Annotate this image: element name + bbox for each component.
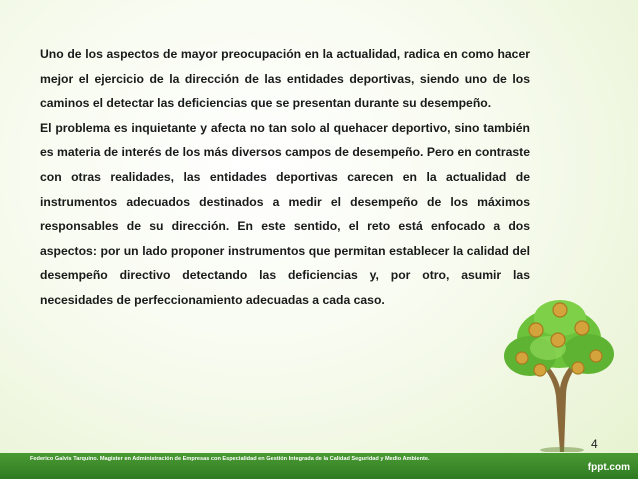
slide-number: 4 bbox=[591, 437, 598, 451]
fppt-logo: fppt.com bbox=[587, 462, 630, 473]
paragraph-1: Uno de los aspectos de mayor preocupación en la actualidad, radica en como hacer mejor el ejercicio de la dirección de las entidades deportivas, siendo uno de los caminos el detectar las deficiencias que se presentan durante su desempeño. bbox=[40, 47, 530, 111]
footer-author-text: Federico Galvis Tarquino. Magister en Administración de Empresas con Especialidad en Gestión Integrada de la Calidad Seguridad y Medio Ambiente. bbox=[30, 456, 430, 462]
money-tree-icon bbox=[500, 296, 618, 452]
footer-bar bbox=[0, 453, 638, 479]
slide-body-text bbox=[40, 42, 530, 313]
paragraph-2: El problema es inquietante y afecta no tan solo al quehacer deportivo, sino también es materia de interés de los más diversos campos de desempeño. Pero en contraste con otras realidades, las entidades deportivas carecen en la actualidad de instrumentos adecuados destinados a medir el desempeño de los máximos responsables de su dirección. En este sentido, el reto está enfocado a dos aspectos: por un lado proponer instrumentos que permitan establecer la calidad del desempeño directivo detectando las deficiencias y, por otro, asumir las necesidades de perfeccionamiento adecuadas a cada caso. bbox=[40, 120, 530, 307]
